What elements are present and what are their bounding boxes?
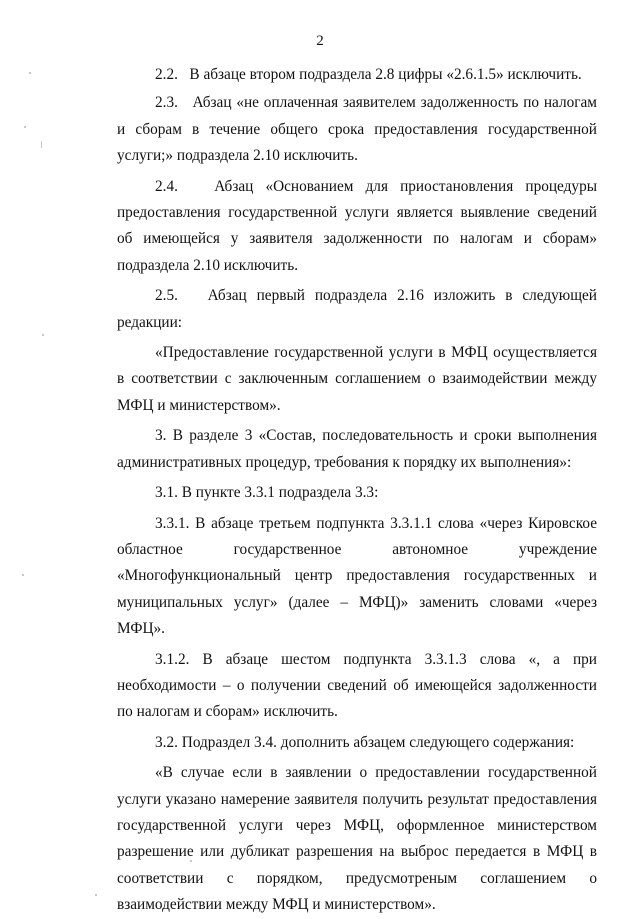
quote-paragraph-result: «В случае если в заявлении о предоставлении государственной услуги указано намерение заявителя получить результат предоставления государственной услуги через МФЦ, оформленное министерством разрешение или дубликат разрешения на выброс передается в МФЦ в соответствии с порядком, предусмотреным соглашением о взаимодействии между МФЦ и министерством». [117,764,597,914]
paragraph-2-5: 2.5. Абзац первый подраздела 2.16 изложить в следующей редакции: [117,287,597,331]
page-number: 2 [316,33,324,49]
paragraph-2-3: 2.3. Абзац «не оплаченная заявителем задолженность по налогам и сборам в течение общего срока предоставления государственной услуги;» подраздела 2.10 исключить. [117,94,597,165]
scan-speck [41,141,42,148]
scan-speck [29,72,31,74]
paragraph-section-3: 3. В разделе 3 «Состав, последовательность и сроки выполнения административных процедур, требования к порядку их выполнения»: [117,427,597,471]
paragraph-2-2: 2.2. В абзаце втором подраздела 2.8 цифры «2.6.1.5» исключить. [155,66,582,83]
scan-speck [24,126,26,128]
document-body [117,62,597,919]
scan-speck [22,574,24,576]
paragraph-2-4: 2.4. Абзац «Основанием для приостановления процедуры предоставления государственной услуги является выявление сведений об имеющейся у заявителя задолженности по налогам и сборам» подраздела 2.10 исключить. [117,177,597,274]
paragraph-3-1: 3.1. В пункте 3.3.1 подраздела 3.3: [155,484,379,502]
scan-speck [42,334,44,336]
scan-speck [95,894,97,896]
quote-paragraph-mfc: «Предоставление государственной услуги в МФЦ осуществляется в соответствии с заключенным соглашением о взаимодействии между МФЦ и министерством». [117,344,597,414]
paragraph-3-3-1: 3.3.1. В абзаце третьем подпункта 3.3.1.1 слова «через Кировское областное государственное автономное учреждение «Многофункциональный центр предоставления государственных и муниципальных услуг» (далее – МФЦ)» заменить словами «через МФЦ». [117,514,597,638]
paragraph-3-1-2: 3.1.2. В абзаце шестом подпункта 3.3.1.3 слова «, а при необходимости – о получении сведений об имеющейся задолженности по налогам и сборам» исключить. [117,650,597,721]
paragraph-3-2: 3.2. Подраздел 3.4. дополнить абзацем следующего содержания: [155,733,575,751]
